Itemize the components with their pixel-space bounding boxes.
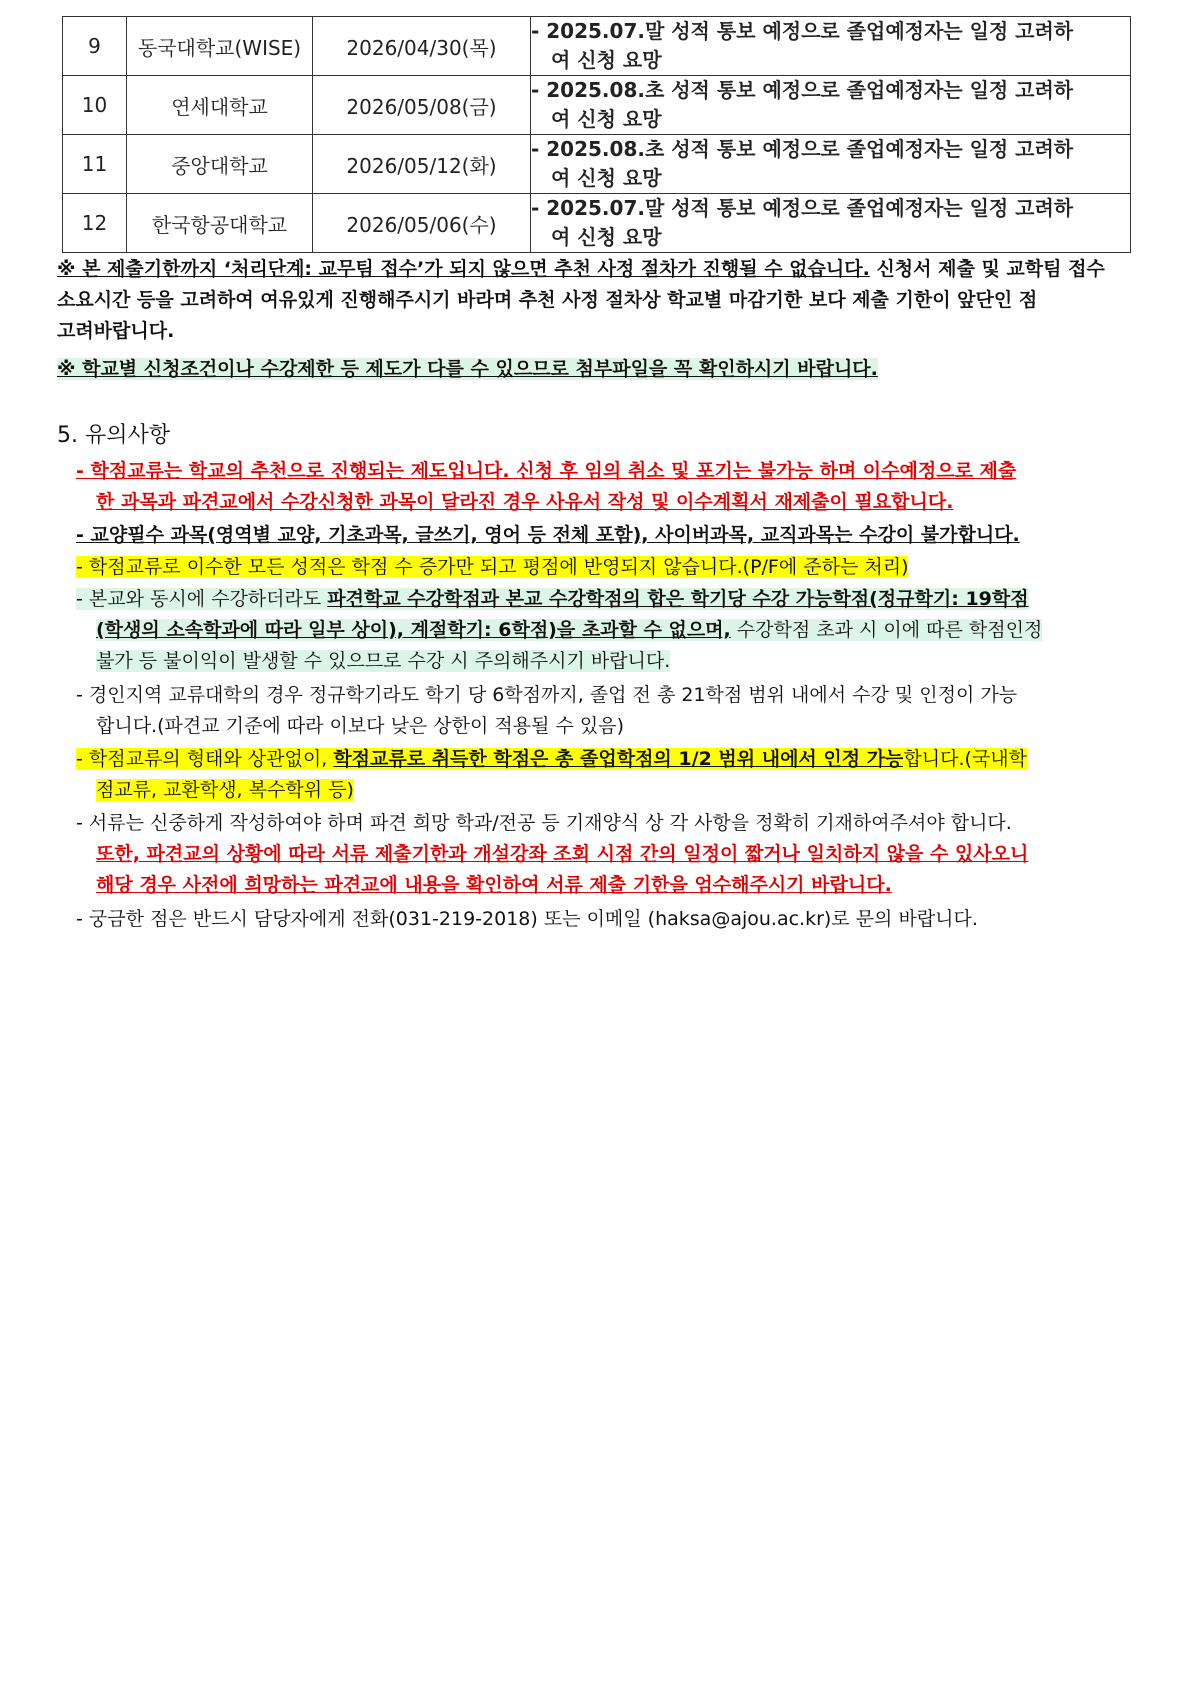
caution-text: 불가 등 불이익이 발생할 수 있으므로 수강 시 주의해주시기 바랍니다. xyxy=(96,650,671,672)
caution-emphasis: 파견학교 수강학점과 본교 수강학점의 합은 학기당 수강 가능학점(정규학기: 19학점 xyxy=(327,588,1029,610)
caution-emphasis: 학점교류로 취득한 학점은 총 졸업학점의 1/2 범위 내에서 인정 가능 xyxy=(333,748,904,770)
school-name: 동국대학교(WISE) xyxy=(127,17,313,76)
caution-item-5 xyxy=(76,680,1134,742)
row-number: 9 xyxy=(63,17,127,76)
deadline-date: 2026/05/12(화) xyxy=(313,135,531,194)
remark-line: - 2025.08.초 성적 통보 예정으로 졸업예정자는 일정 고려하 xyxy=(531,78,1074,102)
remark-cell xyxy=(531,135,1131,194)
row-number: 11 xyxy=(63,135,127,194)
deadline-date: 2026/05/06(수) xyxy=(313,194,531,253)
caution-emphasis: (학생의 소속학과에 따라 일부 상이), 계절학기: 6학점)을 초과할 수 없으며, xyxy=(96,619,731,641)
caution-line: 해당 경우 사전에 희망하는 파견교에 내용을 확인하여 서류 제출 기한을 엄수해주시기 바랍니다. xyxy=(96,874,892,896)
caution-line: 또한, 파견교의 상황에 따라 서류 제출기한과 개설강좌 조회 시점 간의 일정이 짧거나 일치하지 않을 수 있사오니 xyxy=(96,843,1029,865)
contact-line: - 궁금한 점은 반드시 담당자에게 전화(031-219-2018) 또는 이메일 (haksa@ajou.ac.kr)로 문의 바랍니다. xyxy=(76,908,978,930)
deadline-date: 2026/05/08(금) xyxy=(313,76,531,135)
table-row xyxy=(63,76,1131,135)
remark-line: 여 신청 요망 xyxy=(551,166,662,190)
caution-line: - 학점교류로 이수한 모든 성적은 학점 수 증가만 되고 평점에 반영되지 않습니다.(P/F에 준하는 처리) xyxy=(76,556,909,578)
caution-text: 수강학점 초과 시 이에 따른 학점인정 xyxy=(730,619,1043,641)
remark-line: 여 신청 요망 xyxy=(551,107,662,131)
remark-line: 여 신청 요망 xyxy=(551,48,662,72)
deadline-notice xyxy=(57,254,1137,347)
remark-line: 여 신청 요망 xyxy=(551,225,662,249)
caution-line: - 교양필수 과목(영역별 교양, 기초과목, 글쓰기, 영어 등 전체 포함), 사이버과목, 교직과목는 수강이 불가합니다. xyxy=(76,524,1020,546)
table-row xyxy=(63,194,1131,253)
row-number: 12 xyxy=(63,194,127,253)
remark-cell xyxy=(531,17,1131,76)
school-name: 연세대학교 xyxy=(127,76,313,135)
attachment-notice-text: ※ 학교별 신청조건이나 수강제한 등 제도가 다를 수 있으므로 첨부파일을 꼭 확인하시기 바랍니다. xyxy=(57,358,878,380)
attachment-notice xyxy=(57,354,1137,385)
remark-cell xyxy=(531,194,1131,253)
school-deadline-table xyxy=(62,16,1131,253)
caution-item-2 xyxy=(76,520,1134,551)
deadline-notice-underlined: ※ 본 제출기한까지 ‘처리단계: 교무팀 접수’가 되지 않으면 추천 사정 절차가 진행될 수 없습니다. xyxy=(57,258,870,280)
remark-cell xyxy=(531,76,1131,135)
caution-text: - 학점교류의 형태와 상관없이, xyxy=(76,748,334,770)
caution-text: 합니다.(국내학 xyxy=(903,748,1028,770)
section-title: 5. 유의사항 xyxy=(57,423,170,448)
deadline-date: 2026/04/30(목) xyxy=(313,17,531,76)
caution-line: - 서류는 신중하게 작성하여야 하며 파견 희망 학과/전공 등 기재양식 상 각 사항을 정확히 기재하여주셔야 합니다. xyxy=(76,812,1012,834)
caution-item-4 xyxy=(76,584,1134,677)
caution-item-1 xyxy=(76,456,1134,518)
caution-line: - 경인지역 교류대학의 경우 정규학기라도 학기 당 6학점까지, 졸업 전 총 21학점 범위 내에서 수강 및 인정이 가능 xyxy=(76,684,1018,706)
caution-line: - 학점교류는 학교의 추천으로 진행되는 제도입니다. 신청 후 임의 취소 및 포기는 불가능 하며 이수예정으로 제출 xyxy=(76,460,1017,482)
table-row xyxy=(63,17,1131,76)
remark-line: - 2025.07.말 성적 통보 예정으로 졸업예정자는 일정 고려하 xyxy=(531,196,1074,220)
caution-line: 합니다.(파견교 기준에 따라 이보다 낮은 상한이 적용될 수 있음) xyxy=(96,715,625,737)
remark-line: - 2025.07.말 성적 통보 예정으로 졸업예정자는 일정 고려하 xyxy=(531,19,1074,43)
caution-line: 한 과목과 파견교에서 수강신청한 과목이 달라진 경우 사유서 작성 및 이수계획서 재제출이 필요합니다. xyxy=(96,491,954,513)
caution-item-7 xyxy=(76,808,1134,901)
caution-text: 점교류, 교환학생, 복수학위 등) xyxy=(96,779,354,801)
caution-item-6 xyxy=(76,744,1134,806)
table-row xyxy=(63,135,1131,194)
caution-item-8 xyxy=(76,904,1134,935)
school-name: 중앙대학교 xyxy=(127,135,313,194)
remark-line: - 2025.08.초 성적 통보 예정으로 졸업예정자는 일정 고려하 xyxy=(531,137,1074,161)
row-number: 10 xyxy=(63,76,127,135)
deadline-notice-rest: 신청서 제출 및 교학팀 접수 소요시간 등을 고려하여 여유있게 진행해주시기 바라며 추천 사정 절차상 학교별 마감기한 보다 제출 기한이 앞단인 점 고려바랍니다. xyxy=(57,258,1105,342)
caution-item-3 xyxy=(76,552,1134,583)
school-name: 한국항공대학교 xyxy=(127,194,313,253)
caution-text: - 본교와 동시에 수강하더라도 xyxy=(76,588,328,610)
